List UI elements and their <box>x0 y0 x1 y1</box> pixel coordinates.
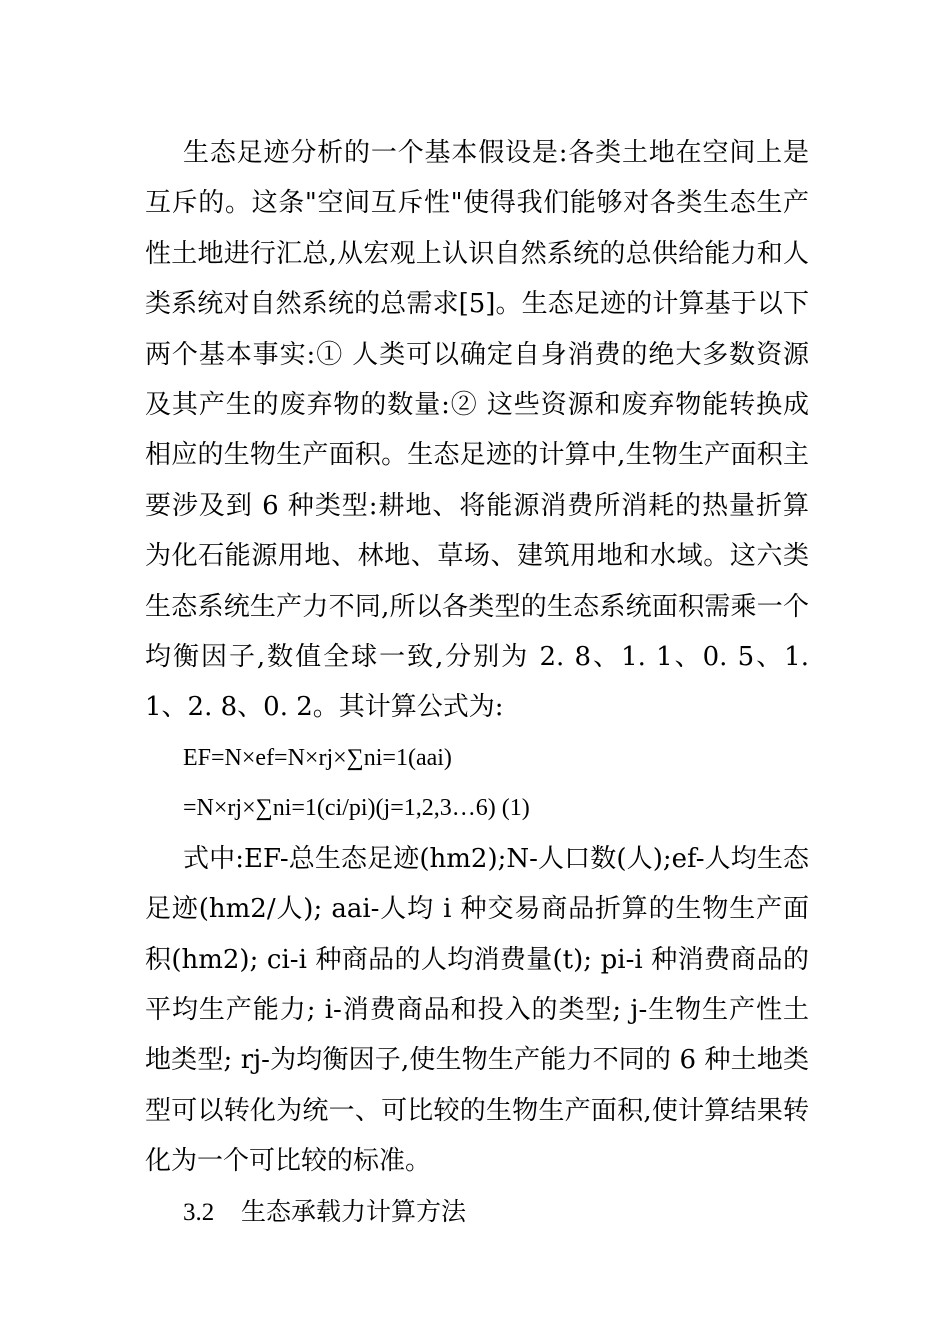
section-title: 生态承载力计算方法 <box>241 1196 467 1226</box>
formula-line-2: =N×rj×∑ni=1(ci/pi)(j=1,2,3…6) (1) <box>183 795 530 822</box>
paragraph-ecological-footprint-assumption: 生态足迹分析的一个基本假设是:各类土地在空间上是互斥的。这条"空间互斥性"使得我们能够对各类生态生产性土地进行汇总,从宏观上认识自然系统的总供给能力和人类系统对自然系统的总需求[5]。生态足迹的计算基于以下两个基本事实:① 人类可以确定自身消费的绝大多数资源及其产生的废弃物的数量:② 这些资源和废弃物能转换成相应的生物生产面积。生态足迹的计算中,生物生产面积主要涉及到 6 种类型:耕地、将能源消费所消耗的热量折算为化石能源用地、林地、草场、建筑用地和水域。这六类生态系统生产力不同,所以各类型的生态系统面积需乘一个均衡因子,数值全球一致,分别为 2. 8、1. 1、0. 5、1. 1、2. 8、0. 2。其计算公式为: <box>145 138 809 723</box>
document-page <box>145 128 809 1238</box>
section-heading <box>145 1187 809 1238</box>
formula-line-1: EF=N×ef=N×rj×∑ni=1(aai) <box>183 744 452 771</box>
section-number: 3.2 <box>183 1198 215 1226</box>
paragraph-formula-definitions: 式中:EF-总生态足迹(hm2);N-人口数(人);ef-人均生态足迹(hm2/人); aai-人均 i 种交易商品折算的生物生产面积(hm2); ci-i 种商品的人均消费量(t); pi-i 种消费商品的平均生产能力; i-消费商品和投入的类型; j-生物生产性土地类型; rj-为均衡因子,使生物生产能力不同的 6 种土地类型可以转化为统一、可比较的生物生产面积,使计算结果转化为一个可比较的标准。 <box>145 843 809 1177</box>
